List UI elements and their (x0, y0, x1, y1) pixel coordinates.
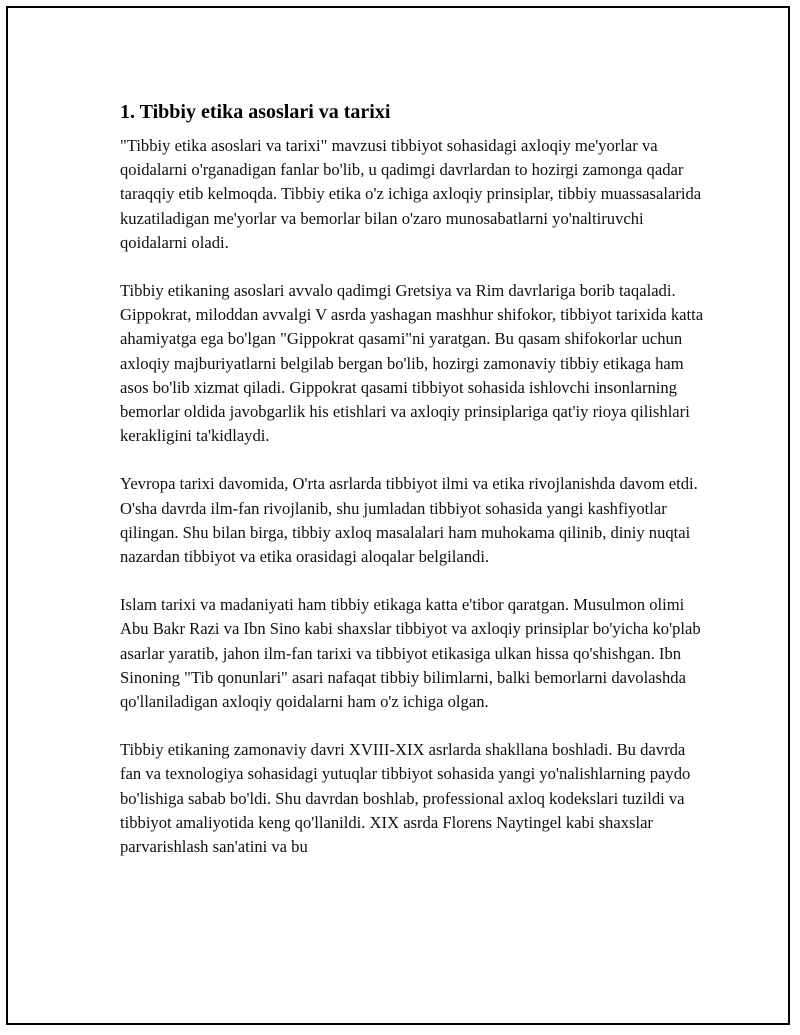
paragraph-2: Tibbiy etikaning asoslari avvalo qadimgi Gretsiya va Rim davrlariga borib taqaladi. Gippokrat, miloddan avvalgi V asrda yashagan mashhur shifokor, tibbiyot tarixida katta ahamiyatga ega bo'lgan "Gippokrat qasami"ni yaratgan. Bu qasam shifokorlar uchun axloqiy majburiyatlarni belgilab bergan bo'lib, hozirgi zamonaviy tibbiy etikaga ham asos bo'lib xizmat qiladi. Gippokrat qasami tibbiyot sohasida ishlovchi insonlarning bemorlar oldida javobgarlik his etishlari va axloqiy prinsiplariga qat'iy rioya qilishlari kerakligini ta'kidlaydi. (120, 281, 704, 446)
page-frame (6, 6, 790, 1025)
paragraph-1: "Tibbiy etika asoslari va tarixi" mavzusi tibbiyot sohasidagi axloqiy me'yorlar va qoidalarni o'rganadigan fanlar bo'lib, u qadimgi davrlardan to hozirgi zamonga qadar taraqqiy etib kelmoqda. Tibbiy etika o'z ichiga axloqiy prinsiplar, tibbiy muassasalarida kuzatiladigan me'yorlar va bemorlar bilan o'zaro munosabatlarni yo'naltiruvchi qoidalarni oladi. (120, 136, 702, 252)
section-heading: 1. Tibbiy etika asoslari va tarixi (120, 101, 391, 123)
document-body (120, 98, 710, 883)
paragraph-5: Tibbiy etikaning zamonaviy davri XVIII-XIX asrlarda shakllana boshladi. Bu davrda fan va texnologiya sohasidagi yutuqlar tibbiyot sohasida yangi yo'nalishlarning paydo bo'lishiga sabab bo'ldi. Shu davrdan boshlab, professional axloq kodekslari tuzildi va tibbiyot amaliyotida keng qo'llanildi. XIX asrda Florens Naytingel kabi shaxslar parvarishlash san'atini va bu (120, 740, 691, 857)
paragraph-3: Yevropa tarixi davomida, O'rta asrlarda tibbiyot ilmi va etika rivojlanishda davom etdi. O'sha davrda ilm-fan rivojlanib, shu jumladan tibbiyot sohasida yangi kashfiyotlar qilingan. Shu bilan birga, tibbiy axloq masalalari ham muhokama qilinib, diniy nuqtai nazardan tibbiyot va etika orasidagi aloqalar belgilandi. (120, 474, 698, 567)
paragraph-4: Islam tarixi va madaniyati ham tibbiy etikaga katta e'tibor qaratgan. Musulmon olimi Abu Bakr Razi va Ibn Sino kabi shaxslar tibbiyot va axloqiy prinsiplar bo'yicha ko'plab asarlar yaratib, jahon ilm-fan tarixi va tibbiyot etikasiga ulkan hissa qo'shishgan. Ibn Sinoning "Tib qonunlari" asari nafaqat tibbiy bilimlarni, balki bemorlarni davolashda qo'llaniladigan axloqiy qoidalarni ham o'z ichiga olgan. (120, 595, 701, 712)
